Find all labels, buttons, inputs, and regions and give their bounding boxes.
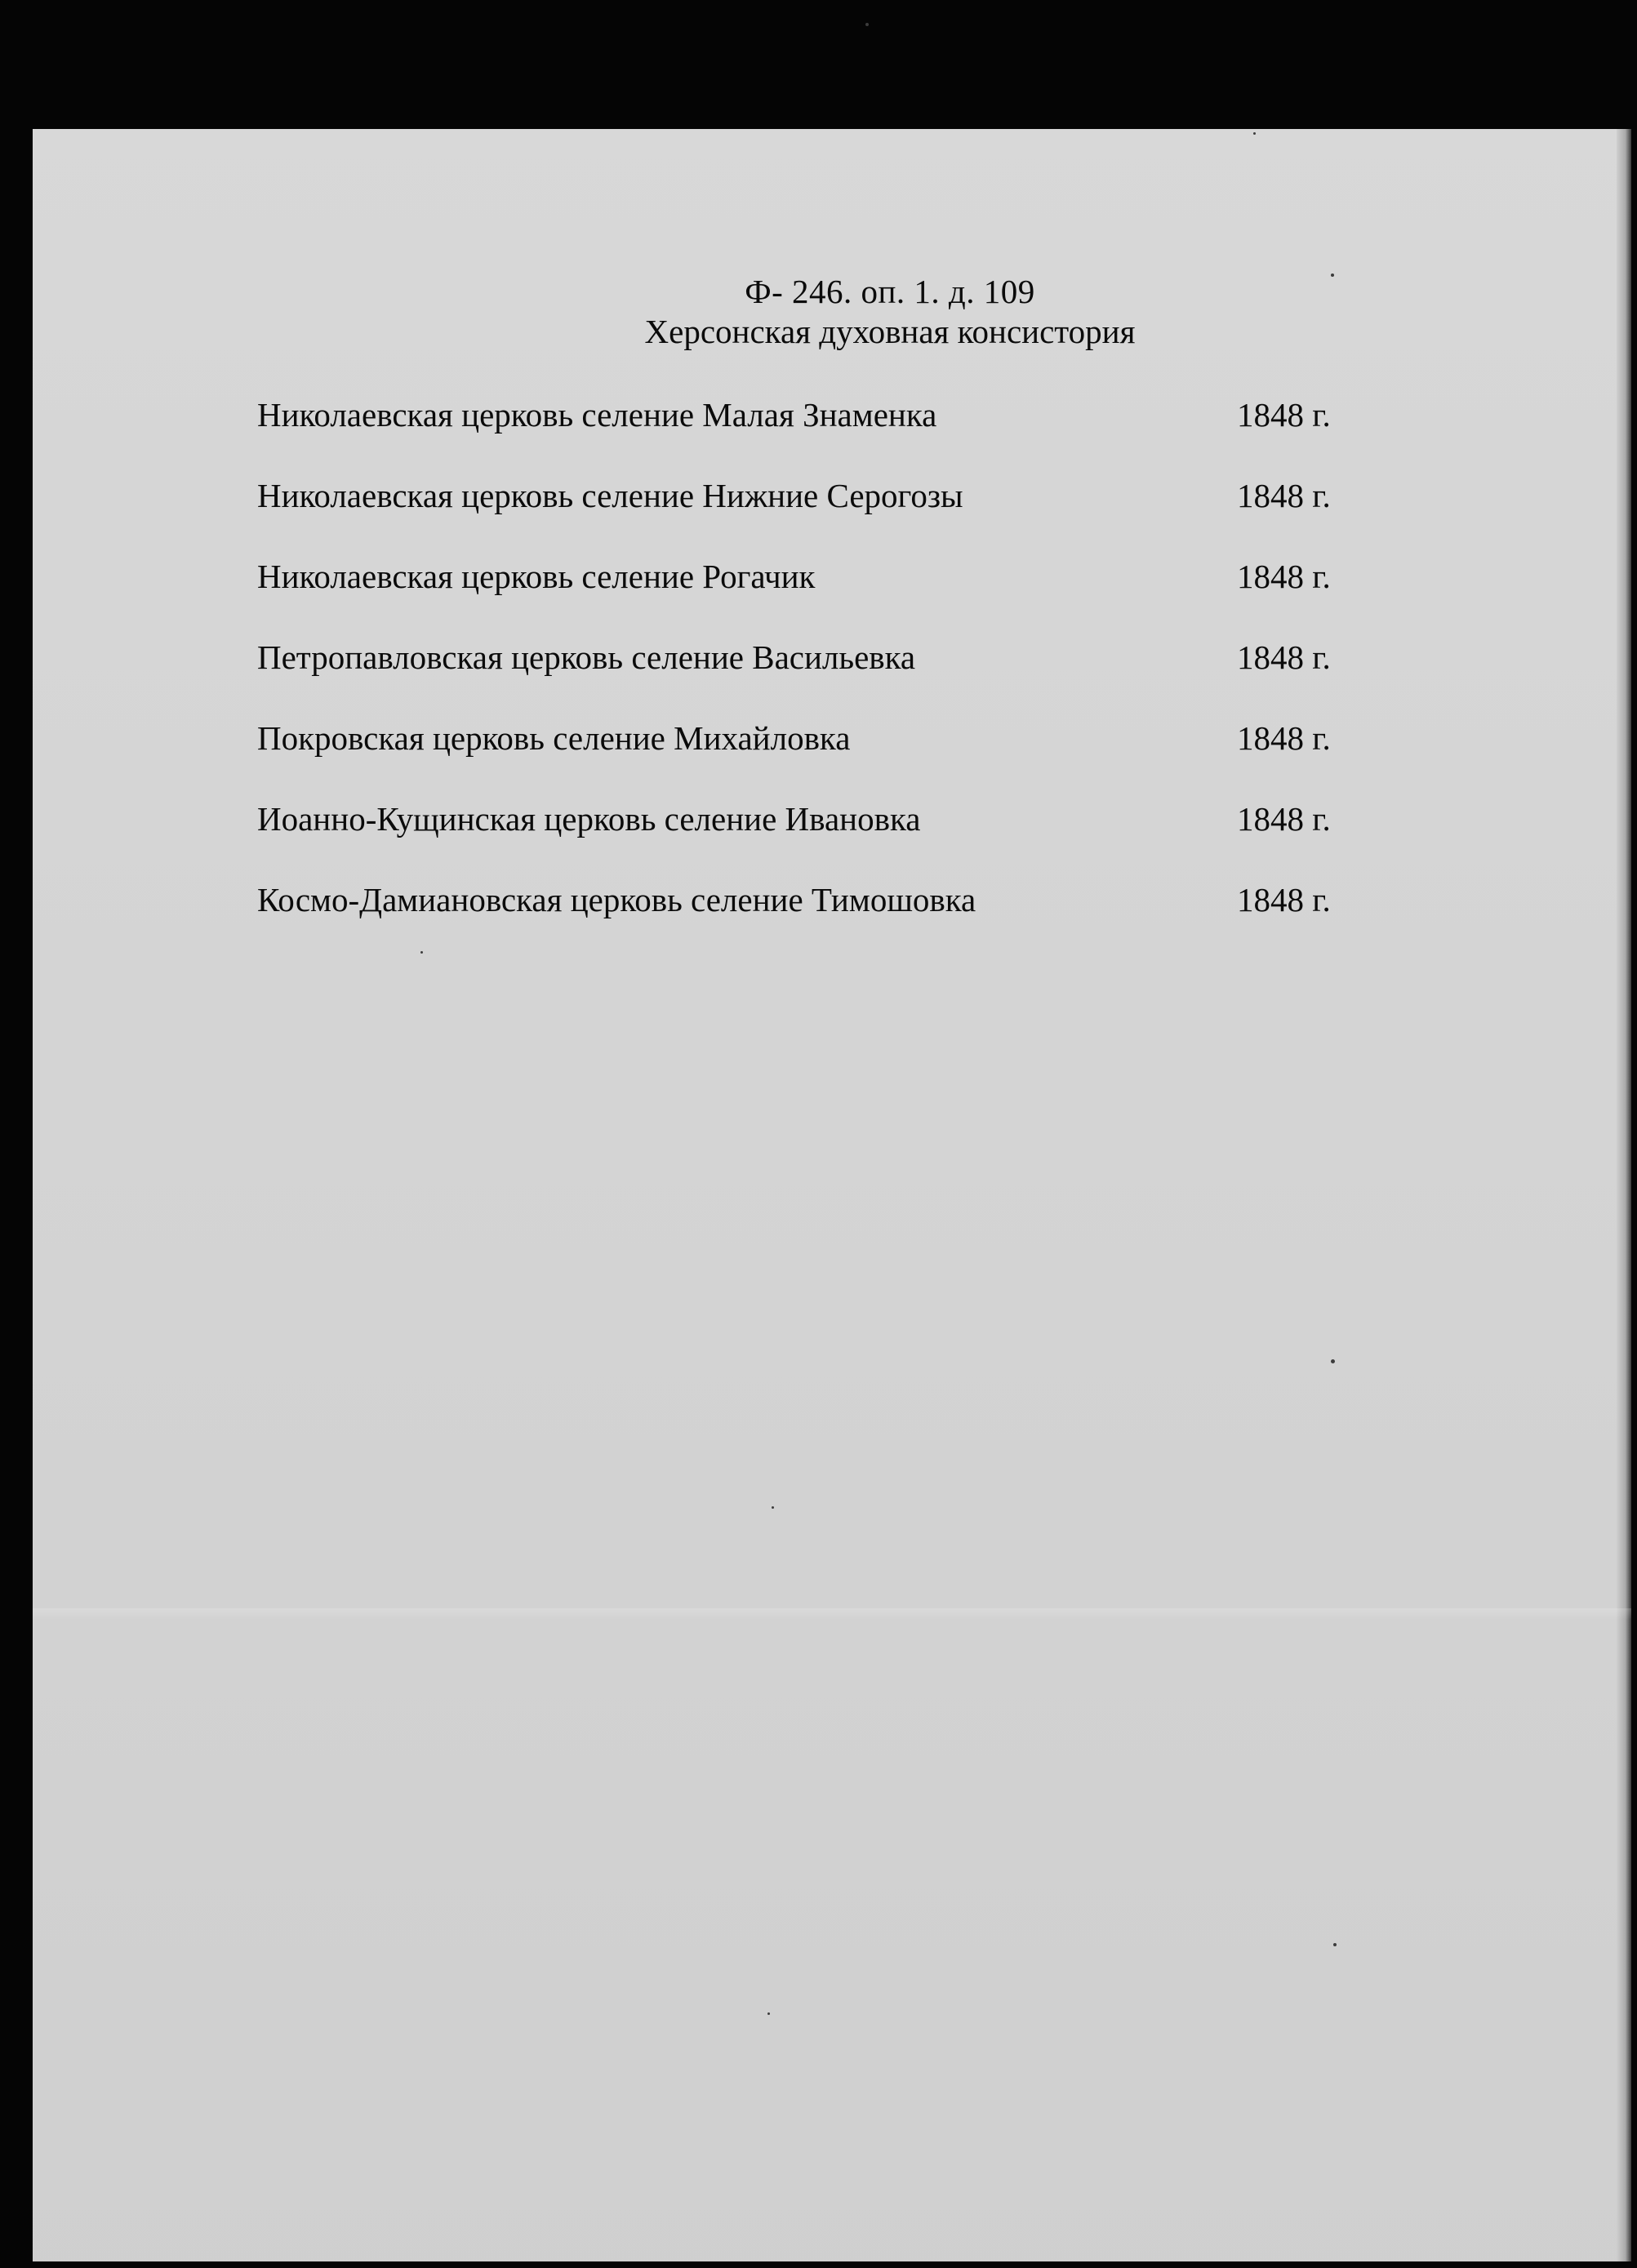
record-year: 1848 г. [1237,719,1331,757]
record-year: 1848 г. [1237,638,1331,676]
church-name: Николаевская церковь селение Нижние Серогозы [257,477,963,514]
sheet-edge [1617,129,1631,2261]
scan-speck [1331,1359,1335,1363]
church-list [257,390,1368,956]
record-year: 1848 г. [1237,477,1331,514]
list-item [257,552,1368,633]
list-item [257,875,1368,956]
record-year: 1848 г. [1237,881,1331,918]
document-header [555,272,1225,352]
church-name: Космо-Дамиановская церковь селение Тимошовка [257,881,976,918]
scan-speck [420,951,423,954]
archive-reference: Ф- 246. оп. 1. д. 109 [745,273,1035,310]
list-item [257,471,1368,552]
list-item [257,794,1368,875]
scan-speck [865,23,869,26]
church-name: Иоанно-Кущинская церковь селение Ивановка [257,800,921,838]
list-item [257,633,1368,714]
record-year: 1848 г. [1237,558,1331,595]
record-year: 1848 г. [1237,396,1331,434]
scan-speck [1253,132,1256,135]
scan-speck [772,1506,774,1509]
list-item [257,714,1368,794]
record-year: 1848 г. [1237,800,1331,838]
church-name: Николаевская церковь селение Малая Знаменка [257,396,937,434]
church-name: Покровская церковь селение Михайловка [257,719,851,757]
church-name: Николаевская церковь селение Рогачик [257,558,816,595]
church-name: Петропавловская церковь селение Васильевка [257,638,916,676]
institution-title: Херсонская духовная консистория [644,313,1136,350]
scan-speck [1333,1943,1337,1946]
scan-band [33,1608,1631,1620]
scan-speck [767,2012,770,2015]
scan-speck [1331,273,1334,277]
list-item [257,390,1368,471]
